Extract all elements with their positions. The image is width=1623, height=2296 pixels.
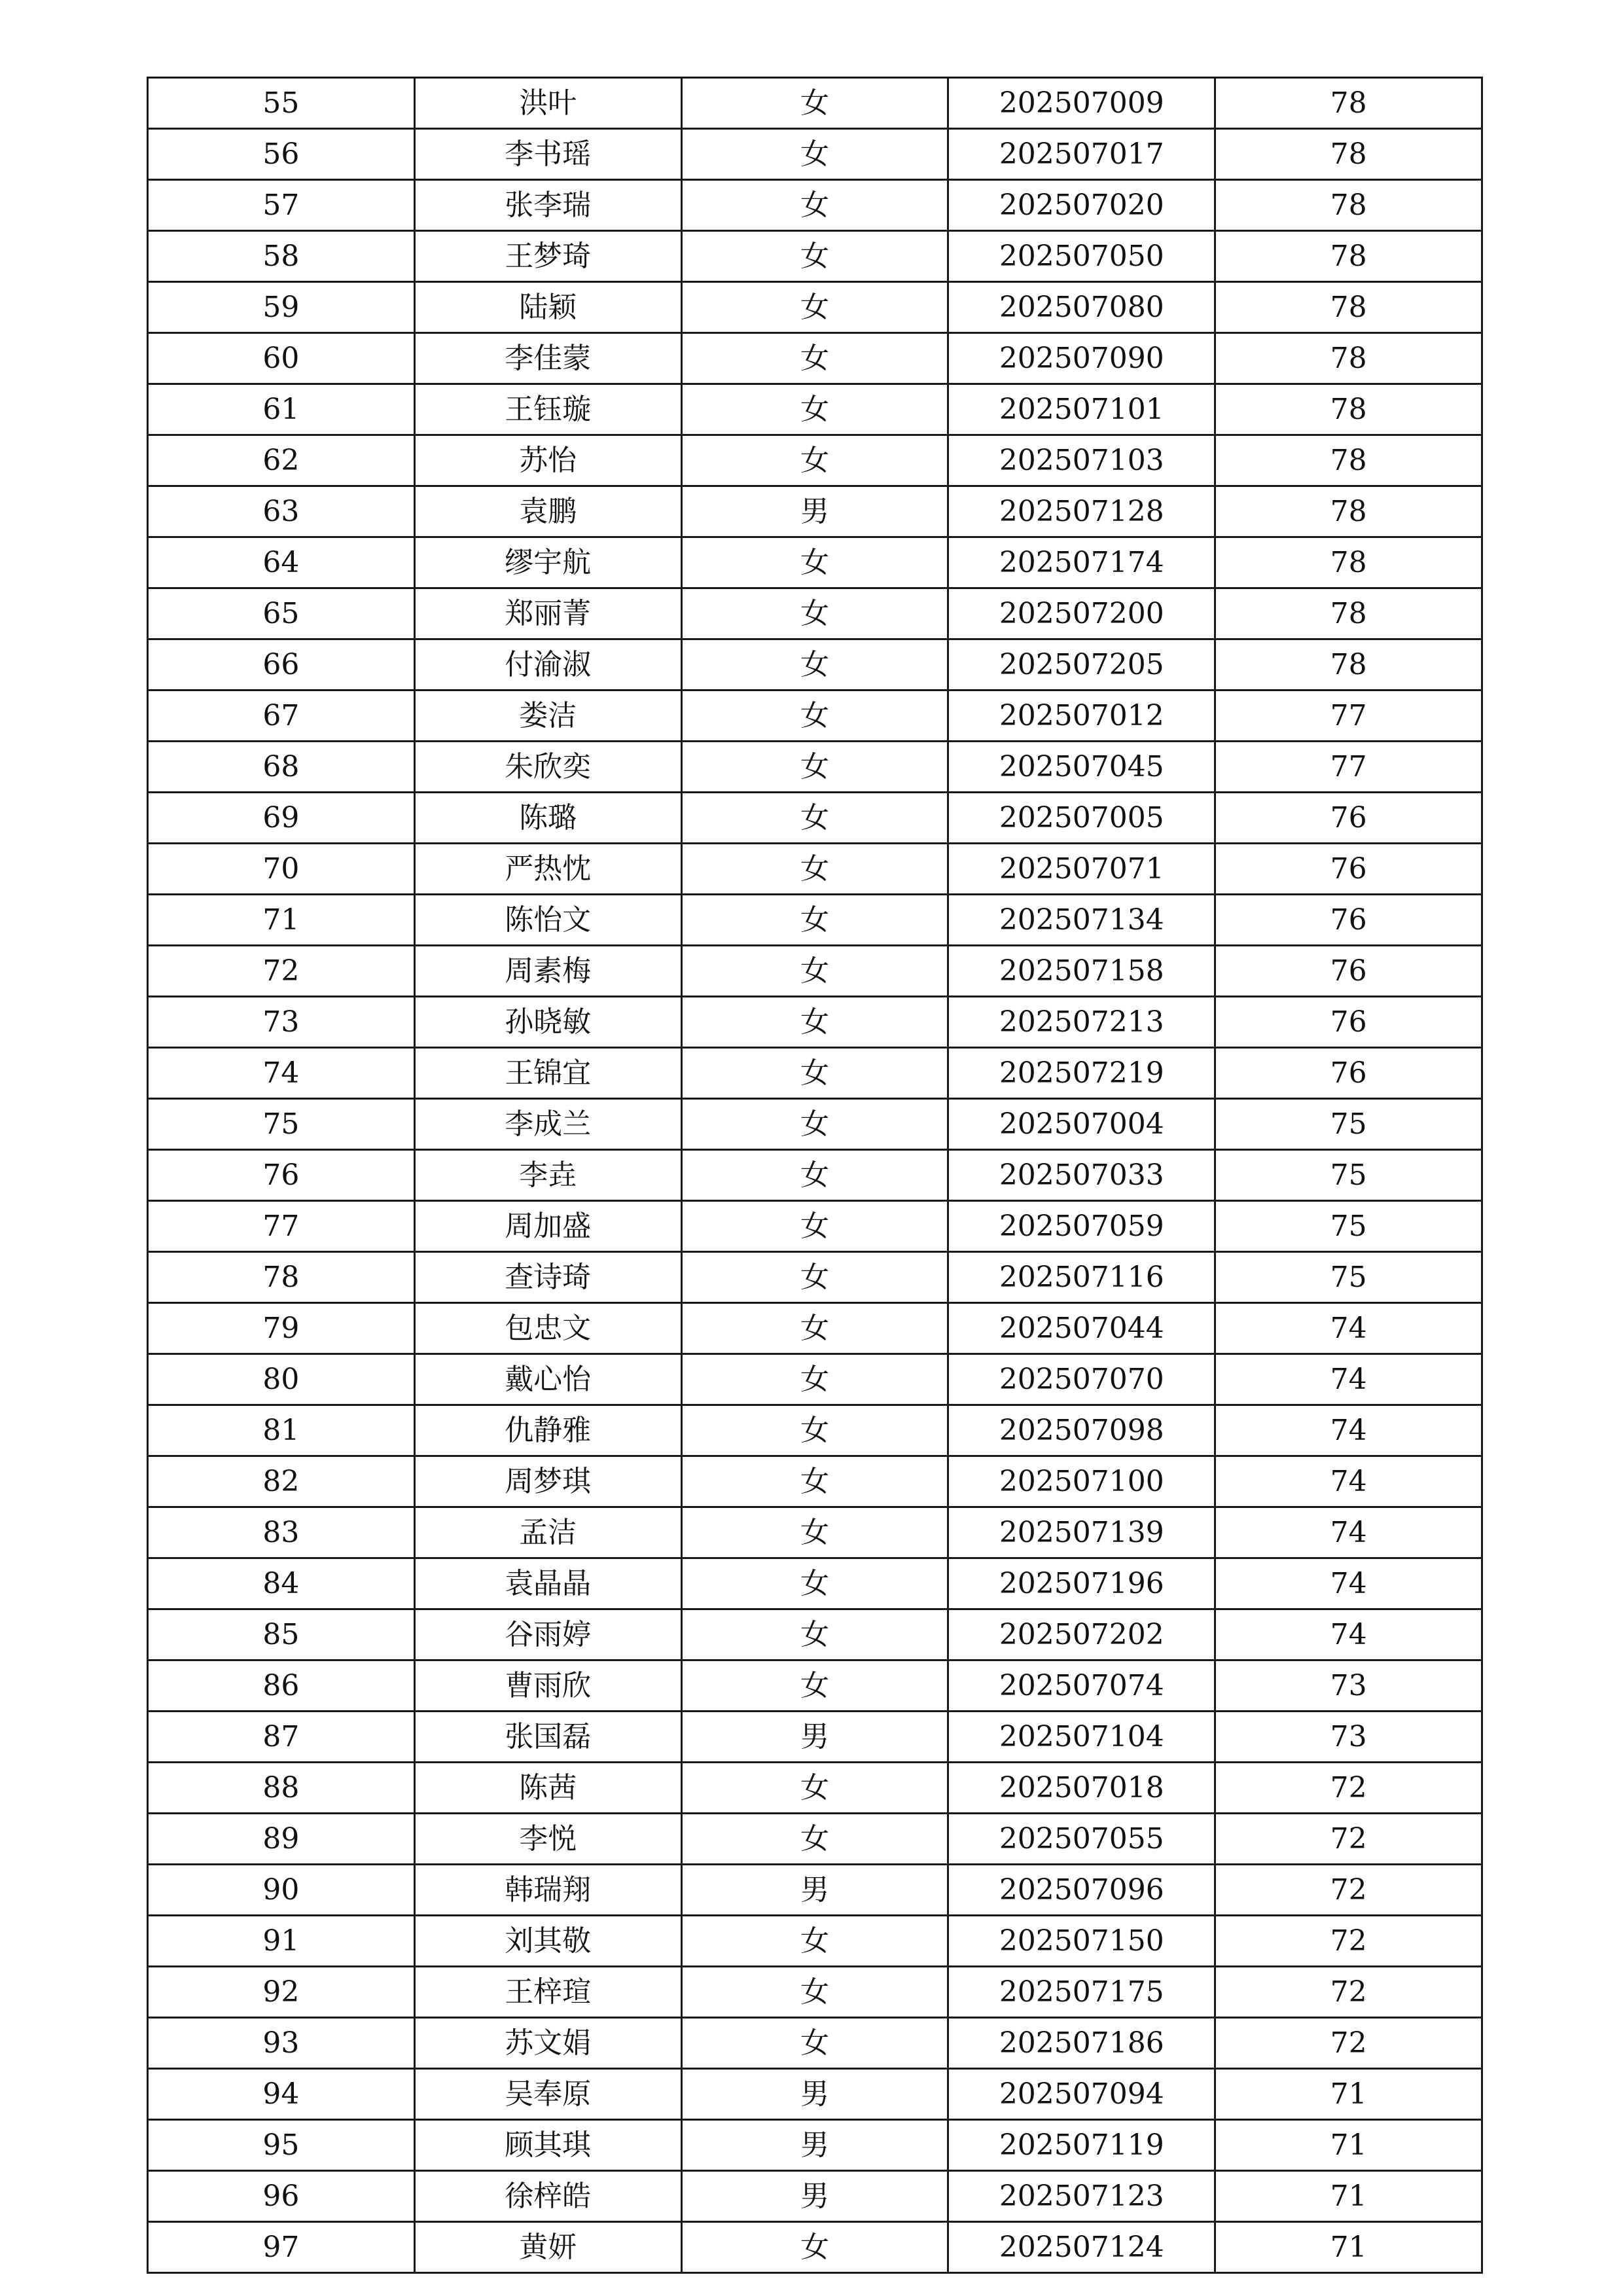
name-cell: 谷雨婷 — [414, 1609, 681, 1660]
name-cell: 周素梅 — [414, 946, 681, 997]
exam-id-cell: 202507004 — [948, 1099, 1215, 1150]
rank-cell: 80 — [148, 1354, 415, 1405]
table-row — [148, 1099, 1482, 1150]
gender-cell: 男 — [681, 486, 948, 537]
table-row — [148, 282, 1482, 333]
exam-id-cell: 202507139 — [948, 1507, 1215, 1558]
table-row — [148, 2018, 1482, 2069]
gender-cell: 女 — [681, 639, 948, 691]
rank-cell: 61 — [148, 384, 415, 435]
gender-cell: 女 — [681, 129, 948, 180]
exam-id-cell: 202507017 — [948, 129, 1215, 180]
table-row — [148, 639, 1482, 691]
table-row — [148, 742, 1482, 793]
gender-cell: 女 — [681, 1150, 948, 1201]
gender-cell: 女 — [681, 2018, 948, 2069]
table-row — [148, 793, 1482, 844]
score-cell: 78 — [1215, 180, 1482, 231]
table-row — [148, 1303, 1482, 1354]
exam-id-cell: 202507123 — [948, 2171, 1215, 2222]
score-cell: 71 — [1215, 2222, 1482, 2273]
score-cell: 74 — [1215, 1354, 1482, 1405]
score-cell: 78 — [1215, 435, 1482, 486]
exam-id-cell: 202507150 — [948, 1916, 1215, 1967]
exam-id-cell: 202507096 — [948, 1865, 1215, 1916]
table-row — [148, 588, 1482, 639]
gender-cell: 女 — [681, 2222, 948, 2273]
name-cell: 洪叶 — [414, 78, 681, 129]
table-row — [148, 78, 1482, 129]
exam-id-cell: 202507116 — [948, 1252, 1215, 1303]
rank-cell: 92 — [148, 1967, 415, 2018]
table-row — [148, 1967, 1482, 2018]
score-cell: 76 — [1215, 1048, 1482, 1099]
name-cell: 袁鹏 — [414, 486, 681, 537]
score-cell: 71 — [1215, 2120, 1482, 2171]
exam-id-cell: 202507119 — [948, 2120, 1215, 2171]
rank-cell: 89 — [148, 1814, 415, 1865]
gender-cell: 女 — [681, 333, 948, 384]
name-cell: 袁晶晶 — [414, 1558, 681, 1609]
gender-cell: 女 — [681, 537, 948, 588]
table-row — [148, 691, 1482, 742]
gender-cell: 女 — [681, 895, 948, 946]
name-cell: 苏文娟 — [414, 2018, 681, 2069]
score-cell: 78 — [1215, 384, 1482, 435]
score-cell: 74 — [1215, 1456, 1482, 1507]
exam-id-cell: 202507219 — [948, 1048, 1215, 1099]
rank-cell: 65 — [148, 588, 415, 639]
exam-id-cell: 202507174 — [948, 537, 1215, 588]
name-cell: 李悦 — [414, 1814, 681, 1865]
score-table-body — [148, 78, 1482, 2273]
table-row — [148, 997, 1482, 1048]
name-cell: 陈怡文 — [414, 895, 681, 946]
name-cell: 王钰璇 — [414, 384, 681, 435]
rank-cell: 70 — [148, 844, 415, 895]
exam-id-cell: 202507044 — [948, 1303, 1215, 1354]
score-cell: 71 — [1215, 2069, 1482, 2120]
gender-cell: 女 — [681, 1660, 948, 1712]
table-row — [148, 1405, 1482, 1456]
gender-cell: 男 — [681, 2069, 948, 2120]
exam-id-cell: 202507200 — [948, 588, 1215, 639]
score-cell: 72 — [1215, 1814, 1482, 1865]
exam-id-cell: 202507012 — [948, 691, 1215, 742]
name-cell: 周加盛 — [414, 1201, 681, 1252]
name-cell: 孙晓敏 — [414, 997, 681, 1048]
name-cell: 李成兰 — [414, 1099, 681, 1150]
exam-id-cell: 202507005 — [948, 793, 1215, 844]
table-row — [148, 2171, 1482, 2222]
gender-cell: 女 — [681, 1609, 948, 1660]
table-row — [148, 1814, 1482, 1865]
gender-cell: 男 — [681, 1865, 948, 1916]
rank-cell: 64 — [148, 537, 415, 588]
table-row — [148, 1507, 1482, 1558]
table-row — [148, 1609, 1482, 1660]
exam-id-cell: 202507094 — [948, 2069, 1215, 2120]
name-cell: 缪宇航 — [414, 537, 681, 588]
rank-cell: 90 — [148, 1865, 415, 1916]
name-cell: 查诗琦 — [414, 1252, 681, 1303]
gender-cell: 女 — [681, 1201, 948, 1252]
exam-id-cell: 202507020 — [948, 180, 1215, 231]
table-row — [148, 1201, 1482, 1252]
table-row — [148, 1865, 1482, 1916]
gender-cell: 女 — [681, 844, 948, 895]
name-cell: 陈璐 — [414, 793, 681, 844]
rank-cell: 73 — [148, 997, 415, 1048]
name-cell: 张李瑞 — [414, 180, 681, 231]
gender-cell: 女 — [681, 282, 948, 333]
name-cell: 包忠文 — [414, 1303, 681, 1354]
exam-id-cell: 202507124 — [948, 2222, 1215, 2273]
rank-cell: 88 — [148, 1763, 415, 1814]
rank-cell: 58 — [148, 231, 415, 282]
gender-cell: 女 — [681, 691, 948, 742]
rank-cell: 85 — [148, 1609, 415, 1660]
rank-cell: 71 — [148, 895, 415, 946]
gender-cell: 男 — [681, 2171, 948, 2222]
table-row — [148, 1150, 1482, 1201]
name-cell: 朱欣奕 — [414, 742, 681, 793]
name-cell: 韩瑞翔 — [414, 1865, 681, 1916]
rank-cell: 66 — [148, 639, 415, 691]
table-row — [148, 180, 1482, 231]
score-cell: 72 — [1215, 1865, 1482, 1916]
gender-cell: 女 — [681, 997, 948, 1048]
score-cell: 77 — [1215, 742, 1482, 793]
score-cell: 74 — [1215, 1303, 1482, 1354]
name-cell: 徐梓皓 — [414, 2171, 681, 2222]
score-cell: 77 — [1215, 691, 1482, 742]
table-row — [148, 1712, 1482, 1763]
table-row — [148, 486, 1482, 537]
rank-cell: 93 — [148, 2018, 415, 2069]
name-cell: 曹雨欣 — [414, 1660, 681, 1712]
exam-id-cell: 202507009 — [948, 78, 1215, 129]
score-cell: 76 — [1215, 997, 1482, 1048]
score-cell: 73 — [1215, 1660, 1482, 1712]
rank-cell: 91 — [148, 1916, 415, 1967]
score-cell: 75 — [1215, 1150, 1482, 1201]
rank-cell: 63 — [148, 486, 415, 537]
name-cell: 吴奉原 — [414, 2069, 681, 2120]
rank-cell: 76 — [148, 1150, 415, 1201]
score-cell: 78 — [1215, 333, 1482, 384]
rank-cell: 75 — [148, 1099, 415, 1150]
table-row — [148, 1916, 1482, 1967]
table-row — [148, 895, 1482, 946]
name-cell: 付渝淑 — [414, 639, 681, 691]
gender-cell: 女 — [681, 1252, 948, 1303]
exam-id-cell: 202507080 — [948, 282, 1215, 333]
rank-cell: 62 — [148, 435, 415, 486]
name-cell: 李垚 — [414, 1150, 681, 1201]
table-row — [148, 844, 1482, 895]
rank-cell: 56 — [148, 129, 415, 180]
score-cell: 75 — [1215, 1201, 1482, 1252]
gender-cell: 女 — [681, 1099, 948, 1150]
exam-id-cell: 202507104 — [948, 1712, 1215, 1763]
name-cell: 陈茜 — [414, 1763, 681, 1814]
score-cell: 74 — [1215, 1609, 1482, 1660]
exam-id-cell: 202507055 — [948, 1814, 1215, 1865]
score-cell: 76 — [1215, 895, 1482, 946]
name-cell: 苏怡 — [414, 435, 681, 486]
score-cell: 74 — [1215, 1405, 1482, 1456]
gender-cell: 女 — [681, 78, 948, 129]
exam-id-cell: 202507196 — [948, 1558, 1215, 1609]
gender-cell: 女 — [681, 435, 948, 486]
rank-cell: 60 — [148, 333, 415, 384]
name-cell: 顾其琪 — [414, 2120, 681, 2171]
gender-cell: 女 — [681, 1814, 948, 1865]
exam-id-cell: 202507205 — [948, 639, 1215, 691]
exam-id-cell: 202507071 — [948, 844, 1215, 895]
rank-cell: 81 — [148, 1405, 415, 1456]
table-row — [148, 333, 1482, 384]
score-table — [147, 77, 1483, 2274]
score-cell: 72 — [1215, 1916, 1482, 1967]
exam-id-cell: 202507175 — [948, 1967, 1215, 2018]
rank-cell: 72 — [148, 946, 415, 997]
table-row — [148, 435, 1482, 486]
exam-id-cell: 202507070 — [948, 1354, 1215, 1405]
exam-id-cell: 202507128 — [948, 486, 1215, 537]
gender-cell: 女 — [681, 1303, 948, 1354]
name-cell: 李书瑶 — [414, 129, 681, 180]
table-row — [148, 129, 1482, 180]
table-row — [148, 1660, 1482, 1712]
exam-id-cell: 202507103 — [948, 435, 1215, 486]
gender-cell: 男 — [681, 1712, 948, 1763]
table-row — [148, 1354, 1482, 1405]
rank-cell: 84 — [148, 1558, 415, 1609]
table-row — [148, 1252, 1482, 1303]
gender-cell: 女 — [681, 1763, 948, 1814]
table-row — [148, 2069, 1482, 2120]
rank-cell: 69 — [148, 793, 415, 844]
table-row — [148, 1048, 1482, 1099]
name-cell: 王梦琦 — [414, 231, 681, 282]
rank-cell: 68 — [148, 742, 415, 793]
score-cell: 75 — [1215, 1099, 1482, 1150]
gender-cell: 女 — [681, 1354, 948, 1405]
exam-id-cell: 202507018 — [948, 1763, 1215, 1814]
gender-cell: 女 — [681, 742, 948, 793]
exam-id-cell: 202507074 — [948, 1660, 1215, 1712]
table-row — [148, 231, 1482, 282]
rank-cell: 86 — [148, 1660, 415, 1712]
name-cell: 娄洁 — [414, 691, 681, 742]
gender-cell: 男 — [681, 2120, 948, 2171]
gender-cell: 女 — [681, 1456, 948, 1507]
gender-cell: 女 — [681, 946, 948, 997]
score-cell: 78 — [1215, 537, 1482, 588]
name-cell: 刘其敬 — [414, 1916, 681, 1967]
name-cell: 黄妍 — [414, 2222, 681, 2273]
exam-id-cell: 202507202 — [948, 1609, 1215, 1660]
exam-id-cell: 202507050 — [948, 231, 1215, 282]
score-cell: 71 — [1215, 2171, 1482, 2222]
rank-cell: 55 — [148, 78, 415, 129]
name-cell: 周梦琪 — [414, 1456, 681, 1507]
score-cell: 74 — [1215, 1507, 1482, 1558]
rank-cell: 59 — [148, 282, 415, 333]
gender-cell: 女 — [681, 1507, 948, 1558]
table-row — [148, 2222, 1482, 2273]
rank-cell: 78 — [148, 1252, 415, 1303]
table-row — [148, 1763, 1482, 1814]
table-row — [148, 946, 1482, 997]
exam-id-cell: 202507100 — [948, 1456, 1215, 1507]
score-cell: 78 — [1215, 282, 1482, 333]
table-row — [148, 384, 1482, 435]
rank-cell: 74 — [148, 1048, 415, 1099]
rank-cell: 79 — [148, 1303, 415, 1354]
score-cell: 74 — [1215, 1558, 1482, 1609]
gender-cell: 女 — [681, 1916, 948, 1967]
name-cell: 郑丽菁 — [414, 588, 681, 639]
gender-cell: 女 — [681, 1967, 948, 2018]
score-cell: 76 — [1215, 793, 1482, 844]
name-cell: 仇静雅 — [414, 1405, 681, 1456]
score-cell: 78 — [1215, 129, 1482, 180]
score-cell: 72 — [1215, 2018, 1482, 2069]
gender-cell: 女 — [681, 1405, 948, 1456]
rank-cell: 57 — [148, 180, 415, 231]
rank-cell: 67 — [148, 691, 415, 742]
gender-cell: 女 — [681, 180, 948, 231]
score-cell: 78 — [1215, 78, 1482, 129]
exam-id-cell: 202507186 — [948, 2018, 1215, 2069]
name-cell: 李佳蒙 — [414, 333, 681, 384]
rank-cell: 87 — [148, 1712, 415, 1763]
gender-cell: 女 — [681, 231, 948, 282]
table-row — [148, 1558, 1482, 1609]
gender-cell: 女 — [681, 1558, 948, 1609]
table-row — [148, 537, 1482, 588]
rank-cell: 82 — [148, 1456, 415, 1507]
score-cell: 73 — [1215, 1712, 1482, 1763]
name-cell: 孟洁 — [414, 1507, 681, 1558]
name-cell: 陆颖 — [414, 282, 681, 333]
gender-cell: 女 — [681, 588, 948, 639]
score-cell: 78 — [1215, 231, 1482, 282]
exam-id-cell: 202507213 — [948, 997, 1215, 1048]
rank-cell: 77 — [148, 1201, 415, 1252]
rank-cell: 83 — [148, 1507, 415, 1558]
exam-id-cell: 202507059 — [948, 1201, 1215, 1252]
score-cell: 76 — [1215, 946, 1482, 997]
rank-cell: 97 — [148, 2222, 415, 2273]
score-cell: 75 — [1215, 1252, 1482, 1303]
exam-id-cell: 202507033 — [948, 1150, 1215, 1201]
exam-id-cell: 202507134 — [948, 895, 1215, 946]
exam-id-cell: 202507101 — [948, 384, 1215, 435]
rank-cell: 96 — [148, 2171, 415, 2222]
score-cell: 72 — [1215, 1967, 1482, 2018]
name-cell: 王锦宜 — [414, 1048, 681, 1099]
name-cell: 戴心怡 — [414, 1354, 681, 1405]
exam-id-cell: 202507098 — [948, 1405, 1215, 1456]
exam-id-cell: 202507158 — [948, 946, 1215, 997]
rank-cell: 95 — [148, 2120, 415, 2171]
gender-cell: 女 — [681, 793, 948, 844]
name-cell: 张国磊 — [414, 1712, 681, 1763]
score-cell: 78 — [1215, 486, 1482, 537]
table-row — [148, 2120, 1482, 2171]
gender-cell: 女 — [681, 1048, 948, 1099]
score-cell: 78 — [1215, 639, 1482, 691]
name-cell: 严热忱 — [414, 844, 681, 895]
exam-id-cell: 202507090 — [948, 333, 1215, 384]
name-cell: 王梓瑄 — [414, 1967, 681, 2018]
score-cell: 78 — [1215, 588, 1482, 639]
rank-cell: 94 — [148, 2069, 415, 2120]
gender-cell: 女 — [681, 384, 948, 435]
exam-id-cell: 202507045 — [948, 742, 1215, 793]
score-cell: 76 — [1215, 844, 1482, 895]
table-row — [148, 1456, 1482, 1507]
score-cell: 72 — [1215, 1763, 1482, 1814]
